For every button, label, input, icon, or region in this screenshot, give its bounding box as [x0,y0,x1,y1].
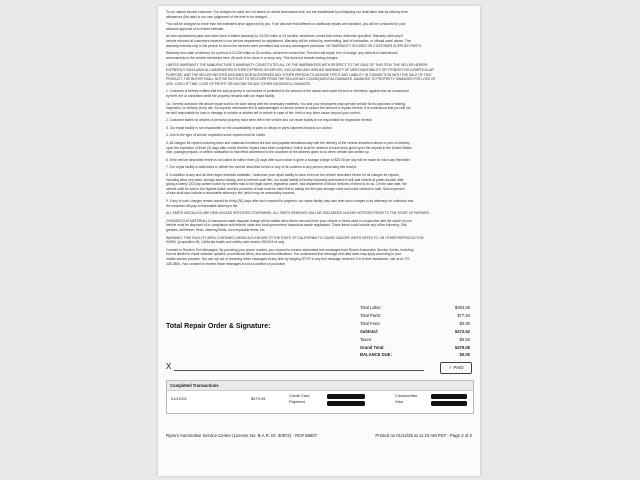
terms-line: including labor and parts, storage and/or towing, and to enforce such lien, our repair facility is hereby expressly authorized to sell said vehicle at public auction after [166,177,404,182]
transaction-amount: $479.05 [251,396,266,401]
transaction-merchant: Coolaxchfee [395,393,418,398]
terms-line: 4. Due to the type of service requested some repairs must be sublet. [166,133,266,138]
totals-label: Grand Total: [360,344,385,350]
terms-line: EXPRESSLY DISCLAIMS ALL WARRANTIES EITHER EXPRESS OR IMPLIED, INCLUDING ANY IMPLIED WARRANTY OF MERCHANTABILITY OR FITNESS FOR A PARTICULAR [166,67,434,72]
terms-line: 9. If any of such charges remain unpaid for thirty (30) days after such request for payment, our repair facility may also refer such charges to its attorneys for collection and [166,199,414,203]
redacted-card-detail [327,401,365,406]
totals-label: BALANCE DUE: [360,352,392,358]
terms-line: LIMITED WARRANTY THE MANUFACTURE'S WARRANTY CONSTITUTES ALL OF THE WARRANTIES WITH RESPECT TO THE SALE OF THIS ITEM. THE SELLER HEREBY [166,63,428,68]
terms-line: inspection, or delivery at my risk. An express mechanics lien is acknowledged on above vehicle to secure the amount of repairs thereto. It is understood that you will not [166,106,411,111]
transaction-method: Credit Card [289,393,310,398]
totals-value: $479.05 [454,344,470,350]
terms-line: All new replacement parts and labor have a limited warranty for 24,000 miles or 24 months, whichever comes first unless otherwise specified. Warranty valid only if [166,34,404,39]
terms-line: allowances (flat-rate) or our own judgement of the time to be charged. [166,14,268,19]
terms-line: 3. Our repair facility is not responsible for the unavailability of parts or delays in parts shipment beyond our control. [166,125,333,130]
terms-line: PRODUCT. THE BUYER SHALL NOT BE ENTITLED TO RECOVER FROM THE SELLER ANY CONSEQUENTIAL DAMAGES, DAMAGES TO PROPERTY, DAMAGES FOR LOSS OF [166,77,436,82]
terms-line: *You will be charged no more than the estimated price approved by you. If we discover that different or additional repairs are indicated, you will be contacted for your [166,22,406,27]
totals-value: $0.00 [459,320,470,326]
terms-line: HARM. (proposition 65, California health and safety code section 25249.5 et seq) [166,240,285,245]
totals-row [360,336,470,344]
totals-value: $394.58 [454,305,470,310]
terms-line: be held responsible for loss or damage to vehicle or articles left in vehicle in case of fire, theft or any other cause beyond your control. [166,110,361,115]
terms-line: mail, postage prepaid, of written notification to that effect addressed to the customer at the address given to us when vehicle was written up. [166,150,370,155]
terms-line: mobile service provider. You can opt out of receiving these messages at any time by replying STOP to any text message received. For further assistance, call us at 707- [166,256,411,261]
document-page [158,6,480,476]
transaction-card: Visa [395,399,403,404]
terms-line: (*HAZARDOUS MATERIAL) A hazardous waste disposal charge will be added when items removed from your vehicle or items used in conjunction with the repair of your [166,218,412,223]
totals-label: Total Fees: [360,320,381,326]
totals-row [360,312,470,320]
signature-title: Total Repair Order & Signature: [166,323,271,330]
footer-print-info: Printed on 01/12/26 at 11:23 AM PST - Page 2 of 2 [375,433,472,438]
terms-line: Warranty from date of delivery for a period of 24,000 miles or 24 months, whichever comes first. This item will repair, free of charge, any defects in material and [166,51,398,56]
totals-row [360,344,470,352]
terms-line: 1. Customer is hereby notified that the said property is not insured or protected to the amount of the actual cash value thereof or otherwise, against loss as occasioned [166,89,409,94]
totals-block [360,304,470,359]
totals-value: $6.53 [459,336,470,342]
totals-row [360,351,470,359]
terms-line: Consent to Receive Text Messages: By providing your phone number, you consent to receive automated text messages from Ryan's Automotive Service Center, including [166,247,414,252]
totals-row [360,304,470,312]
footer-shop-info: Ryan's Automotive Service Center (License No: B.A.R. ID: 30972) - RO# 58607 [166,433,318,438]
terms-line: workmanship to the vehicle mentioned here. All work to be done in or shop only. This does not include towing charges. [166,55,339,60]
terms-line: To our valued service customer: Our charges for labor are not based on actual technicians time, but are established by multiplying our retail labor rate by industry time [166,10,408,14]
terms-line: greases, antifreeze, freon, cleaning fluids, non-recyclable items, etc. [166,227,266,232]
totals-label: Total Parts: [360,312,381,318]
terms-line: vehicle must be disposed of in compliance with federal, state and local government hazardous waste regulations. These items could include any of the following: Oils, [166,223,408,228]
terms-line: giving a twenty (20) day written notice by certified mail to the legal owner, registered owner, and department of Motor Vehicles of intent to do so. On the sale date, the [166,182,407,187]
terms-line: 8. In addition to any and all other legal remedies available, I authorize your repair facility to have a lien on the vehicle described herein for all charges for repairs, [166,173,400,178]
terms-line: 425-2860. Your consent to receive these messages is not a condition of purchase. [166,261,286,266]
terms-line: ALL PARTS INSTALLED ARE NEW UNLESS SPECIFIED OTHERWISE. ALL PARTS REMOVED WILL BE DISCARDED UNLESS NOTIFIED PRIOR TO THE START OF REPAIRS. [166,211,430,216]
totals-row [360,328,470,336]
terms-line: 6. If the vehicle described herein is not called for within three (3) days after such notice is given a storage charge of $25.00 per day will be made for each day thereafter. [166,157,411,162]
signature-line [174,370,424,371]
totals-label: Taxes: [360,336,373,342]
totals-value: $0.00 [459,352,470,358]
transaction-type: Payment [289,399,305,404]
completed-transactions [166,380,474,414]
terms-line: 7. Our repair facility is authorized to deliver the vehicle described herein or any of its contents to any person presenting this receipt. [166,165,357,170]
redacted-merchant-id [431,394,467,399]
totals-value: $77.94 [457,312,470,318]
terms-line: USE, LOSS OF TIME, LOSS OF PROFIT OR INCOME OR ANY OTHER INCIDENTAL DAMAGES. [166,81,311,86]
terms-line: vehicle shall be sold to the highest bidder and the proceeds of sale must be used first to satisfy the lien plus storage costs and costs incident to sale. Said expenses [166,186,405,191]
terms-line: warranty extends only to the person to whom the services were permitted and not any subsequent purchaser. NO WARRANTY ON USED OR CUSTOMER SUPPLIED PARTS. [166,43,422,48]
terms-line: by theft, fire or vandalism while the property remains with our repair facility. [166,93,275,98]
totals-label: Subtotal: [360,328,379,334]
terms-text [166,10,472,266]
terms-line: PURPOSE, AND THE SELLER NEITHER ASSUMES NOR AUTHORIZES ANY OTHER PERSON TO ASSUME FOR IT ANY LIABILITY IN CONNECTION WITH THE SALE OF THIS [166,72,432,77]
totals-value: $472.52 [454,328,470,334]
redacted-auth-code [431,401,467,406]
terms-line: of sale shall also include a reasonable attorney's fee, which may be reasonably incurred. [166,191,296,196]
transaction-date: 01/12/26 [171,396,187,401]
terms-line: 2. Customer states no articles of personal property have been left in the vehicle and our repair facility is not responsible for inspection thereof. [166,118,373,123]
terms-line: vehicle returned at customers expense to our service department for adjustment. Warranty will be voided by overheating, lack of lubrication, or offroad uses/ abuse. This [166,38,411,43]
page-footer [166,433,472,438]
terms-line: 5. All charges for repairs including labor and materials furnished are due and payable simultaneously with the delivery of the vehicle described above or prior to delivery [166,141,410,146]
totals-row [360,320,470,328]
terms-line: advance approval of a revised estimate. [166,26,225,31]
signature-x-mark: X [166,362,172,371]
terms-line: WARNING: THIS FACILITY AREA CONTAINS CHEMICALS KNOWN TO THE STATE OF CALIFORNIA TO CAUSE CANCER, BIRTH DEFECTS, OR OTHER REPRODUCTIVE [166,235,424,240]
paid-stamp: ✓ PAID [440,362,472,374]
totals-label: Total Labor: [360,305,382,310]
terms-line: upon the expiration of three (3) days after notice that the repairs have been completed. Notice shall be deemed to have been given upon the deposit in the United States [166,145,412,150]
terms-line: 1a. I hereby authorize the above repair work to be done along with the necessary materials. You and your employees may operate vehicle for its purposes of testing, [166,101,406,106]
redacted-card-number [327,394,365,399]
transactions-title: Completed Transactions [167,381,473,391]
terms-line: but not limited to repair estimate updates, promotional offers, and account notifications. You understand that message and data rates may apply according to your [166,252,402,257]
terms-line: the customer will pay a reasonable attorney's fee. [166,203,239,208]
